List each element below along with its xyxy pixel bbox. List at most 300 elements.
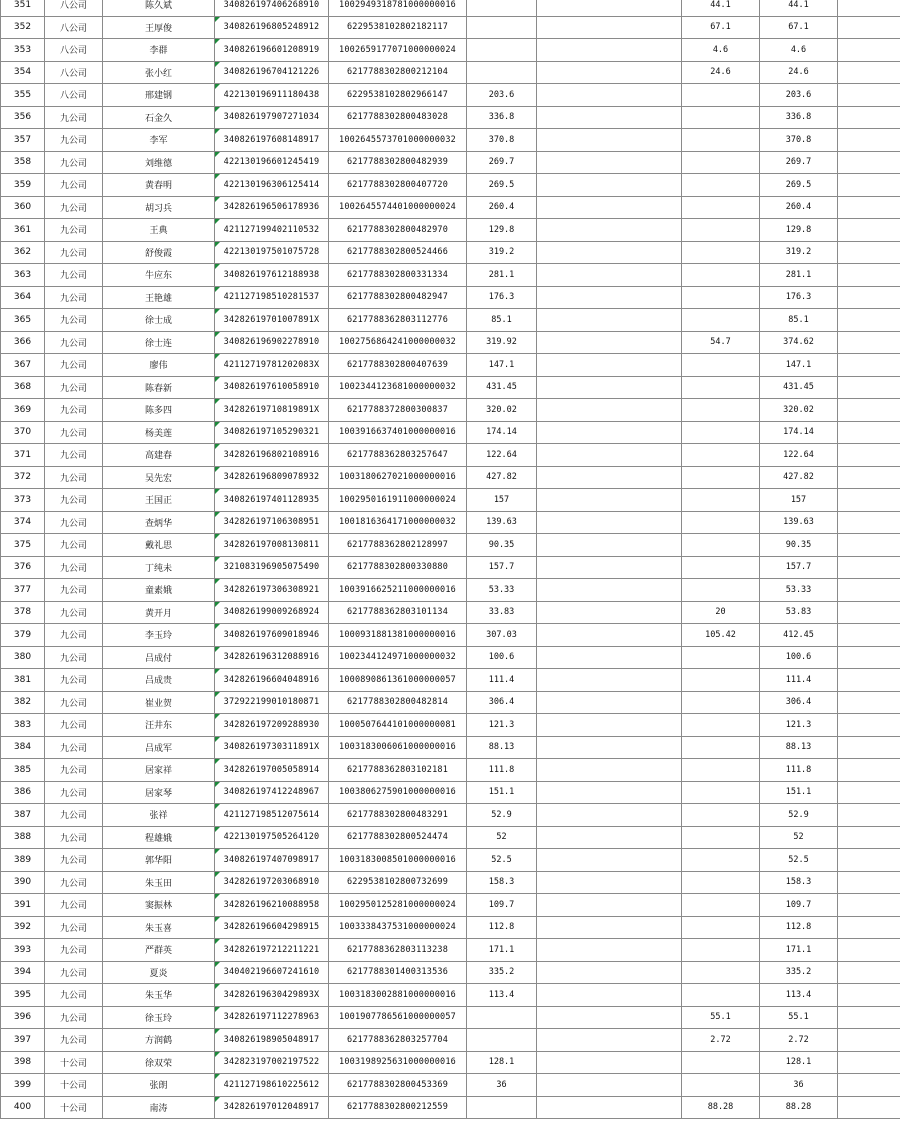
company-cell[interactable]: [45, 534, 103, 557]
id-number-cell[interactable]: [215, 1006, 329, 1029]
row-index-cell[interactable]: [1, 556, 45, 579]
amount-c-cell[interactable]: [682, 601, 760, 624]
account-number-cell[interactable]: [329, 534, 467, 557]
id-number-cell[interactable]: [215, 781, 329, 804]
amount-b-cell[interactable]: [537, 444, 682, 467]
row-index-cell[interactable]: [1, 669, 45, 692]
name-cell[interactable]: [103, 16, 215, 39]
amount-a-cell[interactable]: [467, 894, 537, 917]
account-number-cell[interactable]: [329, 264, 467, 287]
company-cell[interactable]: [45, 601, 103, 624]
empty-cell[interactable]: [838, 84, 900, 107]
empty-cell[interactable]: [838, 714, 900, 737]
amount-a-cell[interactable]: [467, 1051, 537, 1074]
id-number-cell[interactable]: [215, 106, 329, 129]
account-number-cell[interactable]: [329, 309, 467, 332]
account-number-cell[interactable]: [329, 174, 467, 197]
empty-cell[interactable]: [838, 174, 900, 197]
account-number-cell[interactable]: [329, 669, 467, 692]
amount-a-cell[interactable]: [467, 264, 537, 287]
account-number-cell[interactable]: [329, 196, 467, 219]
amount-c-cell[interactable]: [682, 736, 760, 759]
total-cell[interactable]: [760, 286, 838, 309]
company-cell[interactable]: [45, 286, 103, 309]
amount-a-cell[interactable]: [467, 961, 537, 984]
total-cell[interactable]: [760, 376, 838, 399]
name-cell[interactable]: [103, 61, 215, 84]
id-number-cell[interactable]: [215, 174, 329, 197]
name-cell[interactable]: [103, 39, 215, 62]
account-number-cell[interactable]: [329, 579, 467, 602]
total-cell[interactable]: [760, 444, 838, 467]
total-cell[interactable]: [760, 466, 838, 489]
row-index-cell[interactable]: [1, 264, 45, 287]
account-number-cell[interactable]: [329, 16, 467, 39]
row-index-cell[interactable]: [1, 1096, 45, 1119]
amount-c-cell[interactable]: [682, 556, 760, 579]
empty-cell[interactable]: [838, 1029, 900, 1052]
amount-b-cell[interactable]: [537, 151, 682, 174]
row-index-cell[interactable]: [1, 804, 45, 827]
total-cell[interactable]: [760, 1074, 838, 1097]
row-index-cell[interactable]: [1, 444, 45, 467]
amount-c-cell[interactable]: [682, 1074, 760, 1097]
amount-a-cell[interactable]: [467, 826, 537, 849]
company-cell[interactable]: [45, 106, 103, 129]
empty-cell[interactable]: [838, 354, 900, 377]
total-cell[interactable]: [760, 264, 838, 287]
total-cell[interactable]: [760, 691, 838, 714]
account-number-cell[interactable]: [329, 511, 467, 534]
name-cell[interactable]: [103, 421, 215, 444]
total-cell[interactable]: [760, 984, 838, 1007]
id-number-cell[interactable]: [215, 84, 329, 107]
name-cell[interactable]: [103, 151, 215, 174]
company-cell[interactable]: [45, 646, 103, 669]
row-index-cell[interactable]: [1, 691, 45, 714]
amount-c-cell[interactable]: [682, 309, 760, 332]
amount-c-cell[interactable]: [682, 1006, 760, 1029]
id-number-cell[interactable]: [215, 61, 329, 84]
company-cell[interactable]: [45, 714, 103, 737]
total-cell[interactable]: [760, 534, 838, 557]
account-number-cell[interactable]: [329, 286, 467, 309]
company-cell[interactable]: [45, 1074, 103, 1097]
name-cell[interactable]: [103, 1074, 215, 1097]
amount-a-cell[interactable]: [467, 534, 537, 557]
company-cell[interactable]: [45, 849, 103, 872]
company-cell[interactable]: [45, 1051, 103, 1074]
row-index-cell[interactable]: [1, 1074, 45, 1097]
total-cell[interactable]: [760, 714, 838, 737]
row-index-cell[interactable]: [1, 219, 45, 242]
amount-a-cell[interactable]: [467, 129, 537, 152]
amount-a-cell[interactable]: [467, 84, 537, 107]
company-cell[interactable]: [45, 691, 103, 714]
account-number-cell[interactable]: [329, 556, 467, 579]
name-cell[interactable]: [103, 1096, 215, 1119]
id-number-cell[interactable]: [215, 399, 329, 422]
row-index-cell[interactable]: [1, 16, 45, 39]
total-cell[interactable]: [760, 309, 838, 332]
amount-b-cell[interactable]: [537, 1096, 682, 1119]
company-cell[interactable]: [45, 759, 103, 782]
empty-cell[interactable]: [838, 241, 900, 264]
empty-cell[interactable]: [838, 264, 900, 287]
total-cell[interactable]: [760, 151, 838, 174]
amount-a-cell[interactable]: [467, 106, 537, 129]
empty-cell[interactable]: [838, 309, 900, 332]
amount-c-cell[interactable]: [682, 1051, 760, 1074]
id-number-cell[interactable]: [215, 1051, 329, 1074]
row-index-cell[interactable]: [1, 511, 45, 534]
company-cell[interactable]: [45, 0, 103, 16]
row-index-cell[interactable]: [1, 331, 45, 354]
amount-b-cell[interactable]: [537, 1006, 682, 1029]
total-cell[interactable]: [760, 196, 838, 219]
name-cell[interactable]: [103, 0, 215, 16]
name-cell[interactable]: [103, 1029, 215, 1052]
account-number-cell[interactable]: [329, 939, 467, 962]
empty-cell[interactable]: [838, 826, 900, 849]
total-cell[interactable]: [760, 579, 838, 602]
company-cell[interactable]: [45, 309, 103, 332]
company-cell[interactable]: [45, 39, 103, 62]
amount-c-cell[interactable]: [682, 759, 760, 782]
amount-b-cell[interactable]: [537, 736, 682, 759]
id-number-cell[interactable]: [215, 556, 329, 579]
total-cell[interactable]: [760, 961, 838, 984]
amount-a-cell[interactable]: [467, 1006, 537, 1029]
row-index-cell[interactable]: [1, 939, 45, 962]
account-number-cell[interactable]: [329, 331, 467, 354]
amount-a-cell[interactable]: [467, 16, 537, 39]
amount-a-cell[interactable]: [467, 939, 537, 962]
empty-cell[interactable]: [838, 916, 900, 939]
row-index-cell[interactable]: [1, 646, 45, 669]
empty-cell[interactable]: [838, 106, 900, 129]
amount-b-cell[interactable]: [537, 264, 682, 287]
id-number-cell[interactable]: [215, 601, 329, 624]
row-index-cell[interactable]: [1, 129, 45, 152]
company-cell[interactable]: [45, 826, 103, 849]
empty-cell[interactable]: [838, 61, 900, 84]
row-index-cell[interactable]: [1, 466, 45, 489]
amount-a-cell[interactable]: [467, 624, 537, 647]
row-index-cell[interactable]: [1, 196, 45, 219]
name-cell[interactable]: [103, 961, 215, 984]
account-number-cell[interactable]: [329, 444, 467, 467]
amount-c-cell[interactable]: [682, 1096, 760, 1119]
empty-cell[interactable]: [838, 736, 900, 759]
company-cell[interactable]: [45, 669, 103, 692]
account-number-cell[interactable]: [329, 489, 467, 512]
amount-b-cell[interactable]: [537, 939, 682, 962]
total-cell[interactable]: [760, 219, 838, 242]
company-cell[interactable]: [45, 354, 103, 377]
amount-b-cell[interactable]: [537, 511, 682, 534]
amount-c-cell[interactable]: [682, 61, 760, 84]
amount-c-cell[interactable]: [682, 219, 760, 242]
id-number-cell[interactable]: [215, 1096, 329, 1119]
amount-c-cell[interactable]: [682, 871, 760, 894]
empty-cell[interactable]: [838, 331, 900, 354]
amount-a-cell[interactable]: [467, 871, 537, 894]
account-number-cell[interactable]: [329, 804, 467, 827]
empty-cell[interactable]: [838, 669, 900, 692]
company-cell[interactable]: [45, 894, 103, 917]
company-cell[interactable]: [45, 984, 103, 1007]
amount-c-cell[interactable]: [682, 646, 760, 669]
amount-c-cell[interactable]: [682, 129, 760, 152]
empty-cell[interactable]: [838, 466, 900, 489]
company-cell[interactable]: [45, 916, 103, 939]
amount-a-cell[interactable]: [467, 849, 537, 872]
name-cell[interactable]: [103, 781, 215, 804]
total-cell[interactable]: [760, 421, 838, 444]
account-number-cell[interactable]: [329, 399, 467, 422]
total-cell[interactable]: [760, 61, 838, 84]
row-index-cell[interactable]: [1, 376, 45, 399]
name-cell[interactable]: [103, 646, 215, 669]
amount-c-cell[interactable]: [682, 939, 760, 962]
amount-a-cell[interactable]: [467, 1074, 537, 1097]
amount-c-cell[interactable]: [682, 466, 760, 489]
total-cell[interactable]: [760, 129, 838, 152]
account-number-cell[interactable]: [329, 984, 467, 1007]
amount-c-cell[interactable]: [682, 444, 760, 467]
total-cell[interactable]: [760, 106, 838, 129]
name-cell[interactable]: [103, 849, 215, 872]
amount-c-cell[interactable]: [682, 624, 760, 647]
amount-b-cell[interactable]: [537, 646, 682, 669]
account-number-cell[interactable]: [329, 1074, 467, 1097]
amount-a-cell[interactable]: [467, 669, 537, 692]
company-cell[interactable]: [45, 1006, 103, 1029]
id-number-cell[interactable]: [215, 421, 329, 444]
amount-b-cell[interactable]: [537, 174, 682, 197]
total-cell[interactable]: [760, 241, 838, 264]
name-cell[interactable]: [103, 1051, 215, 1074]
amount-b-cell[interactable]: [537, 579, 682, 602]
company-cell[interactable]: [45, 84, 103, 107]
amount-c-cell[interactable]: [682, 804, 760, 827]
id-number-cell[interactable]: [215, 759, 329, 782]
empty-cell[interactable]: [838, 646, 900, 669]
empty-cell[interactable]: [838, 601, 900, 624]
amount-b-cell[interactable]: [537, 219, 682, 242]
total-cell[interactable]: [760, 894, 838, 917]
account-number-cell[interactable]: [329, 84, 467, 107]
amount-a-cell[interactable]: [467, 781, 537, 804]
id-number-cell[interactable]: [215, 309, 329, 332]
company-cell[interactable]: [45, 556, 103, 579]
company-cell[interactable]: [45, 421, 103, 444]
id-number-cell[interactable]: [215, 264, 329, 287]
name-cell[interactable]: [103, 691, 215, 714]
row-index-cell[interactable]: [1, 174, 45, 197]
empty-cell[interactable]: [838, 16, 900, 39]
account-number-cell[interactable]: [329, 1096, 467, 1119]
company-cell[interactable]: [45, 241, 103, 264]
empty-cell[interactable]: [838, 1096, 900, 1119]
name-cell[interactable]: [103, 376, 215, 399]
account-number-cell[interactable]: [329, 961, 467, 984]
total-cell[interactable]: [760, 354, 838, 377]
row-index-cell[interactable]: [1, 151, 45, 174]
amount-b-cell[interactable]: [537, 399, 682, 422]
empty-cell[interactable]: [838, 556, 900, 579]
amount-c-cell[interactable]: [682, 894, 760, 917]
amount-a-cell[interactable]: [467, 196, 537, 219]
amount-c-cell[interactable]: [682, 669, 760, 692]
empty-cell[interactable]: [838, 691, 900, 714]
name-cell[interactable]: [103, 624, 215, 647]
total-cell[interactable]: [760, 556, 838, 579]
account-number-cell[interactable]: [329, 759, 467, 782]
amount-a-cell[interactable]: [467, 579, 537, 602]
amount-b-cell[interactable]: [537, 0, 682, 16]
id-number-cell[interactable]: [215, 241, 329, 264]
amount-a-cell[interactable]: [467, 399, 537, 422]
amount-a-cell[interactable]: [467, 714, 537, 737]
amount-b-cell[interactable]: [537, 84, 682, 107]
id-number-cell[interactable]: [215, 466, 329, 489]
amount-c-cell[interactable]: [682, 826, 760, 849]
amount-b-cell[interactable]: [537, 466, 682, 489]
company-cell[interactable]: [45, 151, 103, 174]
id-number-cell[interactable]: [215, 129, 329, 152]
company-cell[interactable]: [45, 961, 103, 984]
amount-a-cell[interactable]: [467, 736, 537, 759]
name-cell[interactable]: [103, 241, 215, 264]
total-cell[interactable]: [760, 804, 838, 827]
id-number-cell[interactable]: [215, 849, 329, 872]
id-number-cell[interactable]: [215, 0, 329, 16]
id-number-cell[interactable]: [215, 826, 329, 849]
amount-a-cell[interactable]: [467, 174, 537, 197]
total-cell[interactable]: [760, 174, 838, 197]
amount-b-cell[interactable]: [537, 961, 682, 984]
name-cell[interactable]: [103, 556, 215, 579]
id-number-cell[interactable]: [215, 669, 329, 692]
row-index-cell[interactable]: [1, 961, 45, 984]
empty-cell[interactable]: [838, 129, 900, 152]
amount-a-cell[interactable]: [467, 309, 537, 332]
name-cell[interactable]: [103, 196, 215, 219]
name-cell[interactable]: [103, 444, 215, 467]
account-number-cell[interactable]: [329, 151, 467, 174]
name-cell[interactable]: [103, 826, 215, 849]
empty-cell[interactable]: [838, 1051, 900, 1074]
total-cell[interactable]: [760, 331, 838, 354]
amount-b-cell[interactable]: [537, 984, 682, 1007]
amount-c-cell[interactable]: [682, 174, 760, 197]
total-cell[interactable]: [760, 826, 838, 849]
empty-cell[interactable]: [838, 624, 900, 647]
amount-c-cell[interactable]: [682, 376, 760, 399]
amount-c-cell[interactable]: [682, 691, 760, 714]
account-number-cell[interactable]: [329, 1006, 467, 1029]
total-cell[interactable]: [760, 39, 838, 62]
account-number-cell[interactable]: [329, 219, 467, 242]
empty-cell[interactable]: [838, 39, 900, 62]
company-cell[interactable]: [45, 871, 103, 894]
amount-b-cell[interactable]: [537, 781, 682, 804]
row-index-cell[interactable]: [1, 894, 45, 917]
amount-b-cell[interactable]: [537, 714, 682, 737]
amount-c-cell[interactable]: [682, 714, 760, 737]
name-cell[interactable]: [103, 399, 215, 422]
amount-a-cell[interactable]: [467, 916, 537, 939]
row-index-cell[interactable]: [1, 286, 45, 309]
id-number-cell[interactable]: [215, 1029, 329, 1052]
amount-b-cell[interactable]: [537, 376, 682, 399]
amount-b-cell[interactable]: [537, 421, 682, 444]
total-cell[interactable]: [760, 489, 838, 512]
empty-cell[interactable]: [838, 1074, 900, 1097]
name-cell[interactable]: [103, 286, 215, 309]
total-cell[interactable]: [760, 669, 838, 692]
amount-c-cell[interactable]: [682, 241, 760, 264]
company-cell[interactable]: [45, 1029, 103, 1052]
company-cell[interactable]: [45, 16, 103, 39]
amount-c-cell[interactable]: [682, 151, 760, 174]
amount-b-cell[interactable]: [537, 331, 682, 354]
id-number-cell[interactable]: [215, 1074, 329, 1097]
account-number-cell[interactable]: [329, 781, 467, 804]
name-cell[interactable]: [103, 871, 215, 894]
company-cell[interactable]: [45, 781, 103, 804]
empty-cell[interactable]: [838, 376, 900, 399]
name-cell[interactable]: [103, 309, 215, 332]
company-cell[interactable]: [45, 624, 103, 647]
amount-b-cell[interactable]: [537, 669, 682, 692]
company-cell[interactable]: [45, 129, 103, 152]
total-cell[interactable]: [760, 849, 838, 872]
row-index-cell[interactable]: [1, 106, 45, 129]
id-number-cell[interactable]: [215, 646, 329, 669]
amount-c-cell[interactable]: [682, 331, 760, 354]
amount-a-cell[interactable]: [467, 556, 537, 579]
id-number-cell[interactable]: [215, 804, 329, 827]
company-cell[interactable]: [45, 804, 103, 827]
row-index-cell[interactable]: [1, 601, 45, 624]
id-number-cell[interactable]: [215, 489, 329, 512]
amount-c-cell[interactable]: [682, 781, 760, 804]
name-cell[interactable]: [103, 84, 215, 107]
amount-a-cell[interactable]: [467, 61, 537, 84]
row-index-cell[interactable]: [1, 489, 45, 512]
account-number-cell[interactable]: [329, 624, 467, 647]
amount-a-cell[interactable]: [467, 219, 537, 242]
id-number-cell[interactable]: [215, 39, 329, 62]
empty-cell[interactable]: [838, 489, 900, 512]
amount-a-cell[interactable]: [467, 241, 537, 264]
amount-c-cell[interactable]: [682, 511, 760, 534]
amount-b-cell[interactable]: [537, 871, 682, 894]
amount-c-cell[interactable]: [682, 196, 760, 219]
row-index-cell[interactable]: [1, 714, 45, 737]
empty-cell[interactable]: [838, 286, 900, 309]
name-cell[interactable]: [103, 489, 215, 512]
name-cell[interactable]: [103, 129, 215, 152]
name-cell[interactable]: [103, 1006, 215, 1029]
empty-cell[interactable]: [838, 444, 900, 467]
empty-cell[interactable]: [838, 961, 900, 984]
amount-a-cell[interactable]: [467, 511, 537, 534]
row-index-cell[interactable]: [1, 984, 45, 1007]
